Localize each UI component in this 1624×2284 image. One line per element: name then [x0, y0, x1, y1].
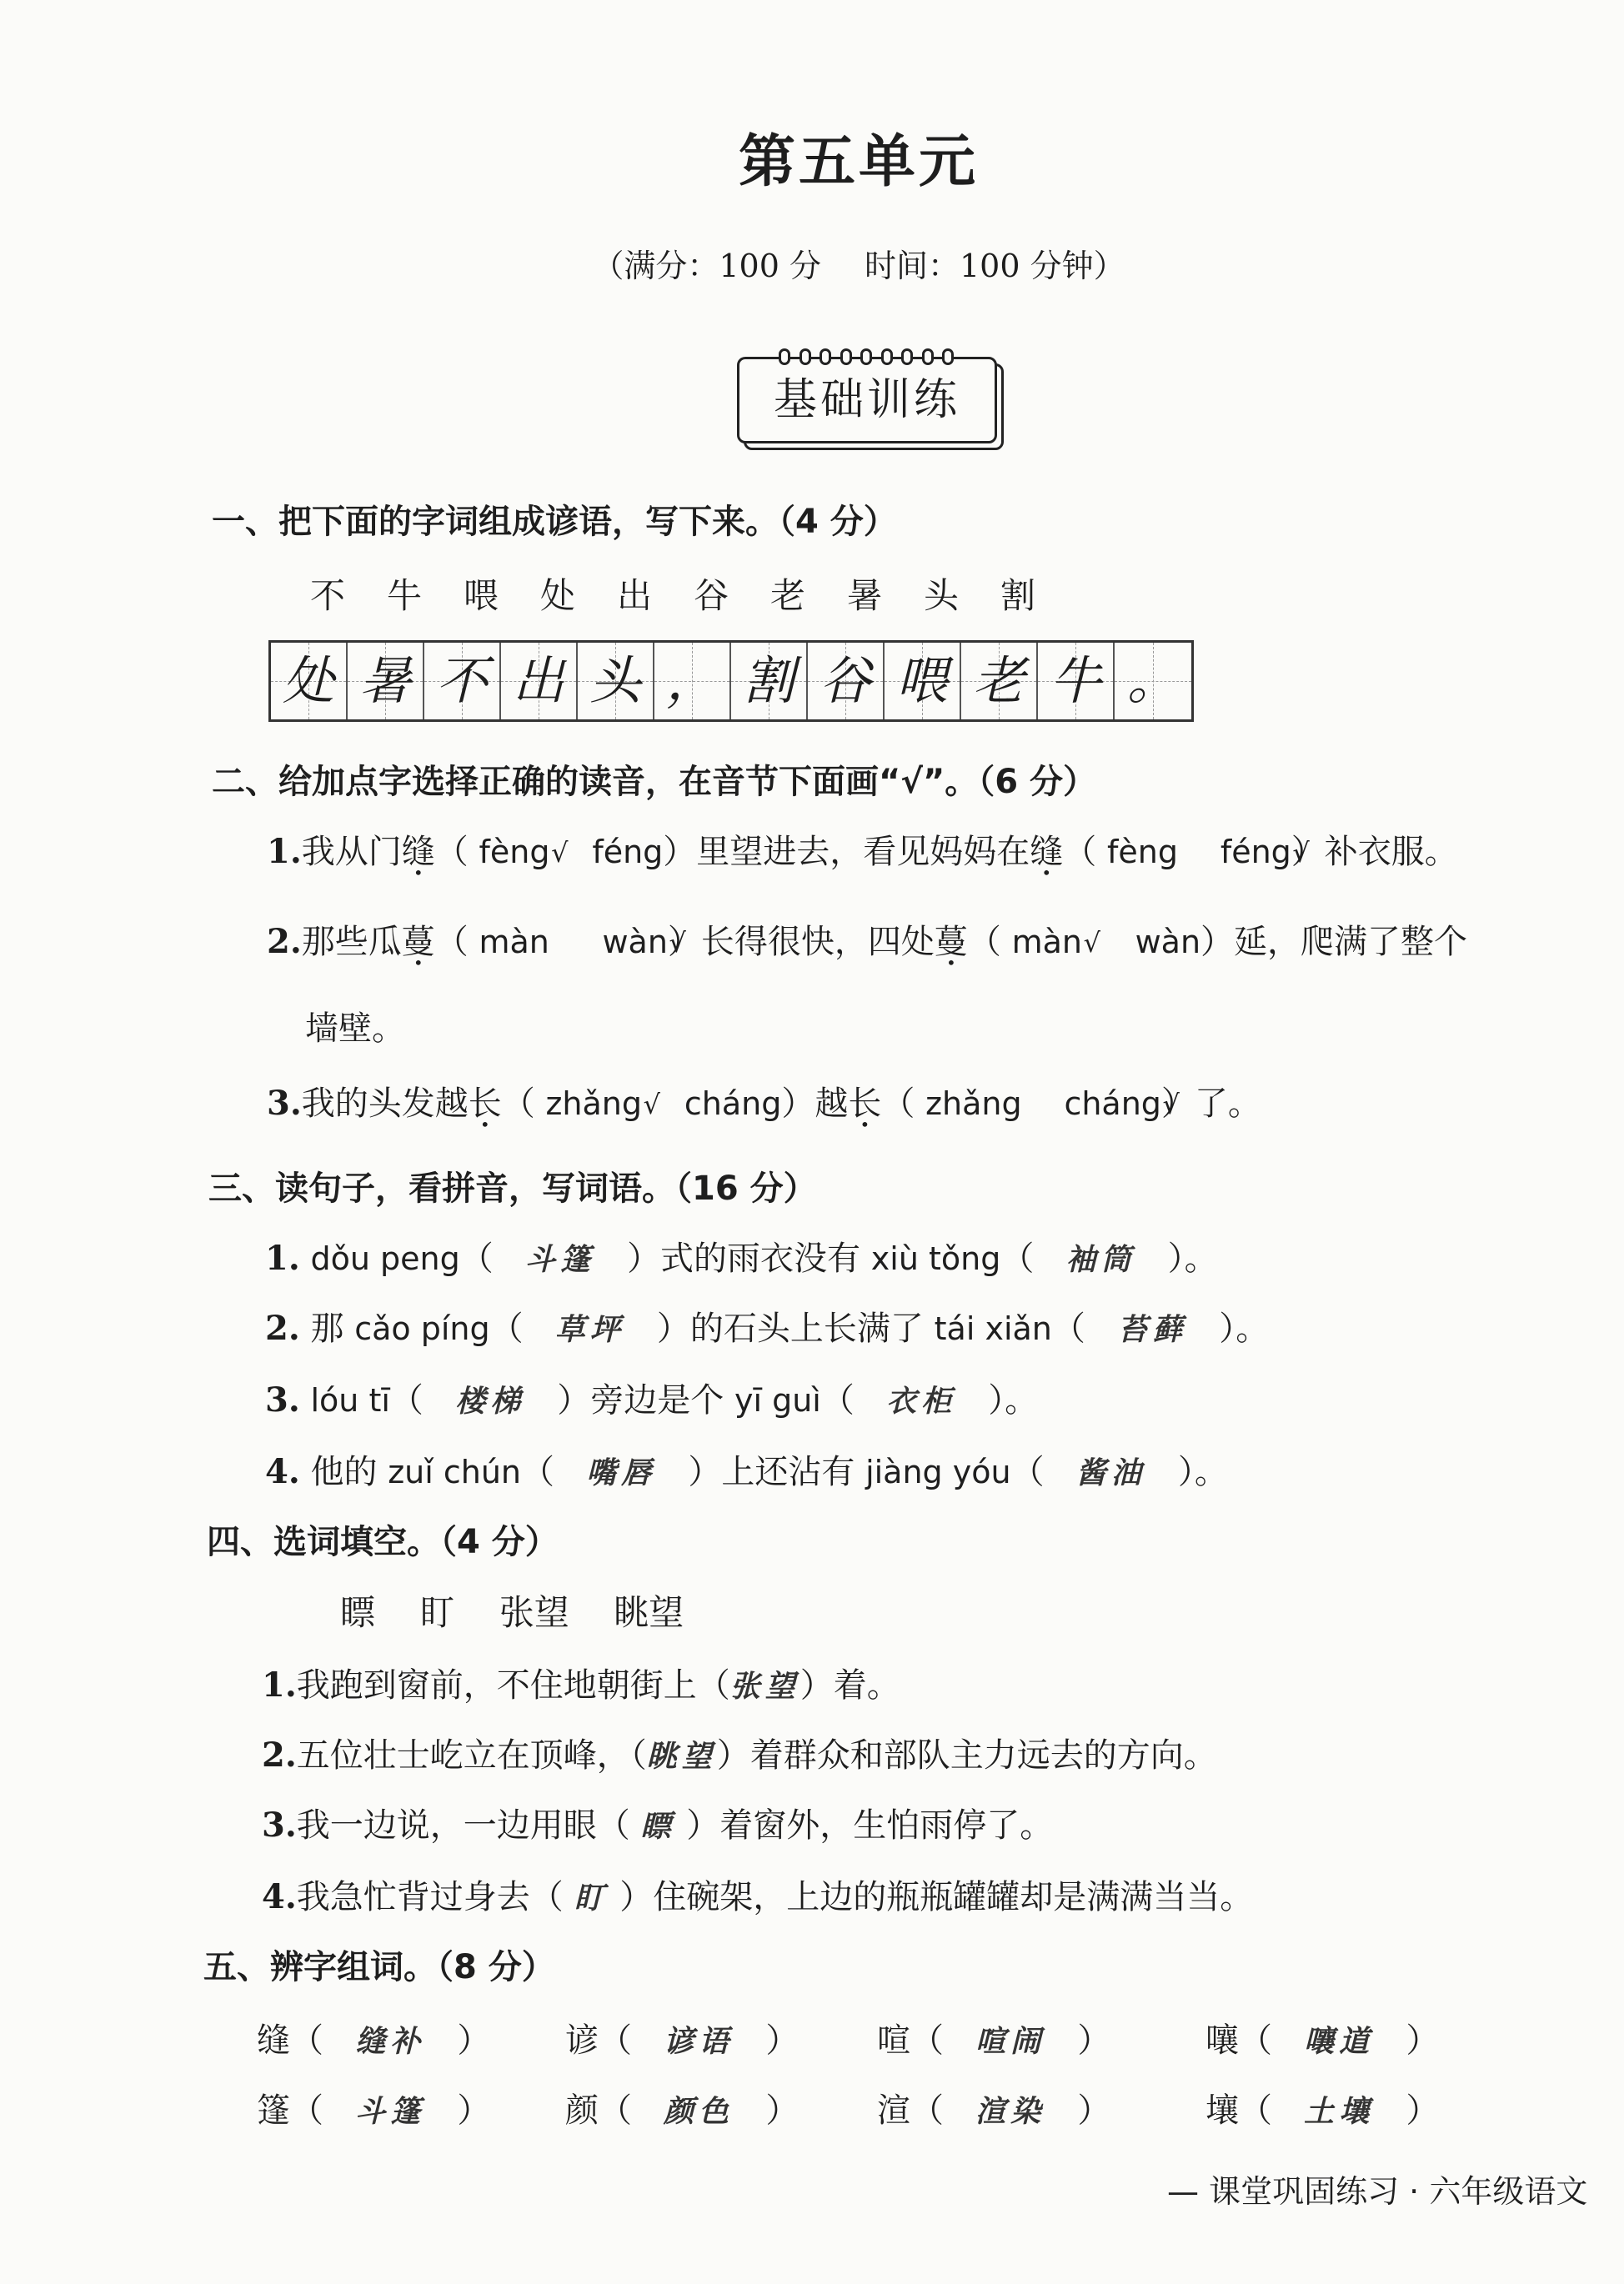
answer-text: 嘴唇 — [586, 1455, 657, 1490]
answer-text: 衣柜 — [886, 1384, 957, 1419]
score-time-info — [0, 240, 1624, 286]
s2-question-2: 2.那些瓜蔓（ màn wàn √）长得很快，四处蔓（ màn √ wàn）延，爬满了整个 — [267, 915, 1467, 963]
s2-question-1: 1.我从门缝（ fèng √ féng）里望进去，看见妈妈在缝（ fèng féng √）补衣服。 — [267, 825, 1458, 873]
section-badge — [737, 348, 1005, 448]
grid-cell: 老 — [961, 643, 1038, 719]
grid-cell: 谷 — [808, 643, 885, 719]
answer-text: 瞟 — [640, 1809, 676, 1844]
answer-text: 渲染 — [975, 2094, 1046, 2129]
word-item: 牛 — [387, 575, 423, 616]
answer-text: 土壤 — [1304, 2094, 1375, 2129]
section-1-heading: 一、把下面的字词组成谚语，写下来。（4 分） — [212, 503, 897, 541]
badge-label: 基础训练 — [737, 357, 997, 443]
word-item: 暑 — [847, 575, 883, 616]
pinyin-option: cháng — [684, 1085, 782, 1122]
option-word: 盯 — [419, 1592, 455, 1633]
grid-cell: 头 — [578, 643, 654, 719]
pinyin-option-selected: wàn √ — [602, 924, 667, 960]
grid-cell: 牛 — [1038, 643, 1115, 719]
pinyin-option: féng — [592, 834, 664, 870]
grid-cell: 割 — [731, 643, 808, 719]
word-item: 喂 — [464, 575, 499, 616]
answer-text: 楼梯 — [455, 1384, 526, 1419]
char-pair: 颜（ 颜色 ） — [565, 2091, 799, 2130]
page-footer: — 课堂巩固练习 · 六年级语文 — [1167, 2173, 1588, 2210]
char-pair: 壤（ 土壤 ） — [1205, 2091, 1440, 2130]
grid-cell: 喂 — [885, 643, 961, 719]
pinyin-option-selected: fèng √ — [479, 834, 549, 870]
char-pair: 渲（ 渲染 ） — [877, 2091, 1111, 2130]
answer-text: 草坪 — [554, 1312, 625, 1347]
s3-question-4: 4. 他的 zuǐ chún（ 嘴唇 ）上还沾有 jiàng yóu（ 酱油 ）。 — [265, 1452, 1228, 1491]
word-item: 处 — [540, 575, 576, 616]
word-item: 出 — [617, 575, 653, 616]
answer-text: 苔藓 — [1117, 1312, 1188, 1347]
char-pair: 缝（ 缝补 ） — [257, 2021, 491, 2060]
s4-question-4: 4.我急忙背过身去（ 盯 ）住碗架，上边的瓶瓶罐罐却是满满当当。 — [262, 1877, 1254, 1916]
word-item: 不 — [310, 575, 346, 616]
s4-question-1: 1.我跑到窗前，不住地朝街上（张望）着。 — [262, 1665, 900, 1705]
pinyin-option: zhǎng — [925, 1085, 1022, 1122]
option-word: 眺望 — [614, 1592, 684, 1633]
word-item: 老 — [770, 575, 806, 616]
pinyin-option: fèng — [1107, 834, 1178, 870]
pinyin-option: wàn — [1135, 924, 1201, 960]
option-word: 瞟 — [340, 1592, 376, 1633]
word-item: 谷 — [694, 575, 729, 616]
word-item: 头 — [924, 575, 960, 616]
s2-question-3: 3.我的头发越长（ zhǎng √ cháng）越长（ zhǎng cháng √）了。 — [267, 1077, 1261, 1124]
char-pair: 谚（ 谚语 ） — [565, 2021, 799, 2060]
answer-text: 斗篷 — [524, 1242, 595, 1277]
word-options — [340, 1585, 684, 1635]
s5-row-2 — [257, 2084, 1439, 2131]
section-2-heading: 二、给加点字选择正确的读音，在音节下面画“√”。（6 分） — [212, 763, 1097, 801]
pinyin-option-selected: féng √ — [1221, 834, 1291, 870]
page-title: 第五单元 — [738, 128, 979, 195]
pinyin-option-selected: màn √ — [1012, 924, 1082, 960]
full-score: （满分：100 分 — [592, 248, 821, 284]
grid-cell: 出 — [501, 643, 578, 719]
answer-text: 酱油 — [1075, 1455, 1146, 1490]
answer-text: 喧闹 — [975, 2024, 1046, 2059]
option-word: 张望 — [499, 1592, 569, 1633]
section-4-heading: 四、选词填空。（4 分） — [207, 1523, 559, 1561]
grid-cell: ， — [654, 643, 731, 719]
answer-text: 袖筒 — [1065, 1242, 1136, 1277]
answer-text: 颜色 — [664, 2094, 734, 2129]
binder-rings-icon — [779, 348, 954, 367]
answer-text: 斗篷 — [355, 2094, 426, 2129]
answer-text: 谚语 — [664, 2024, 734, 2059]
answer-text: 嚷道 — [1304, 2024, 1375, 2059]
char-pair: 喧（ 喧闹 ） — [877, 2021, 1111, 2060]
s5-row-1 — [257, 2014, 1439, 2061]
grid-cell: 处 — [271, 643, 348, 719]
char-pair: 嚷（ 嚷道 ） — [1205, 2021, 1440, 2060]
grid-cell: 暑 — [348, 643, 424, 719]
answer-text: 盯 — [574, 1881, 609, 1916]
grid-cell: 不 — [424, 643, 501, 719]
pinyin-option: màn — [479, 924, 549, 960]
writing-grid — [268, 640, 1194, 722]
char-pair: 篷（ 斗篷 ） — [257, 2091, 491, 2130]
pinyin-option-selected: zhǎng √ — [545, 1085, 642, 1122]
s3-question-3: 3. lóu tī（ 楼梯 ）旁边是个 yī guì（ 衣柜 ）。 — [265, 1380, 1039, 1420]
answer-text: 张望 — [729, 1669, 800, 1704]
s4-question-3: 3.我一边说，一边用眼（ 瞟 ）着窗外，生怕雨停了。 — [262, 1806, 1054, 1845]
s3-question-2: 2. 那 cǎo píng（ 草坪 ）的石头上长满了 tái xiǎn（ 苔藓 ）。 — [265, 1309, 1270, 1348]
grid-cell: 。 — [1115, 643, 1191, 719]
section-1-words — [310, 568, 1077, 619]
pinyin-option-selected: cháng √ — [1064, 1085, 1160, 1122]
section-3-heading: 三、读句子，看拼音，写词语。（16 分） — [208, 1170, 817, 1208]
s2-question-2-cont: 墙壁。 — [305, 1009, 405, 1048]
answer-text: 缝补 — [355, 2024, 426, 2059]
s3-question-1: 1. dǒu peng（ 斗篷 ）式的雨衣没有 xiù tǒng（ 袖筒 ）。 — [265, 1239, 1218, 1278]
answer-text: 眺望 — [646, 1739, 717, 1774]
section-5-heading: 五、辨字组词。（8 分） — [203, 1948, 555, 1986]
s4-question-2: 2.五位壮士屹立在顶峰，（眺望）着群众和部队主力远去的方向。 — [262, 1736, 1217, 1775]
time-limit: 时间：100 分钟） — [865, 248, 1125, 284]
word-item: 割 — [1000, 575, 1036, 616]
